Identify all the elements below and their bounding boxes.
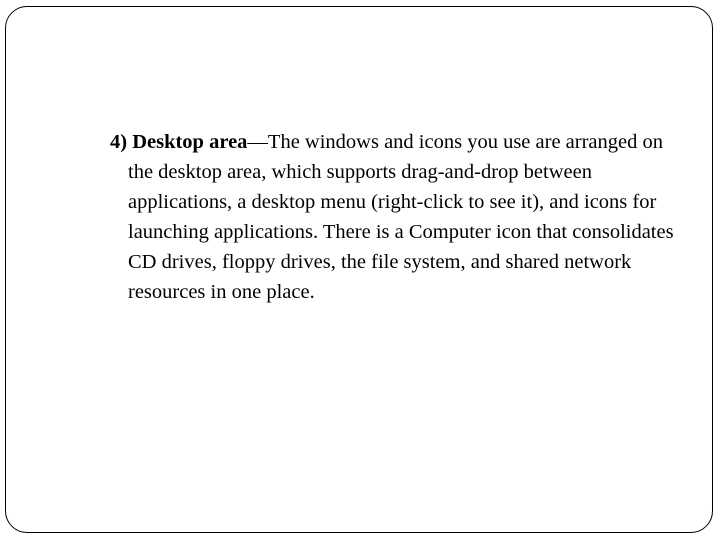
list-item-desktop-area — [110, 127, 690, 307]
item-description: —The windows and icons you use are arranged on the desktop area, which supports drag-and-drop between applications, a desktop menu (right-click to see it), and icons for launching applications. There is a Computer icon that consolidates CD drives, floppy drives, the file system, and shared network resources in one place. — [128, 131, 674, 303]
slide-body — [110, 127, 690, 307]
slide-frame — [5, 6, 713, 533]
item-heading: 4) Desktop area — [110, 131, 248, 153]
